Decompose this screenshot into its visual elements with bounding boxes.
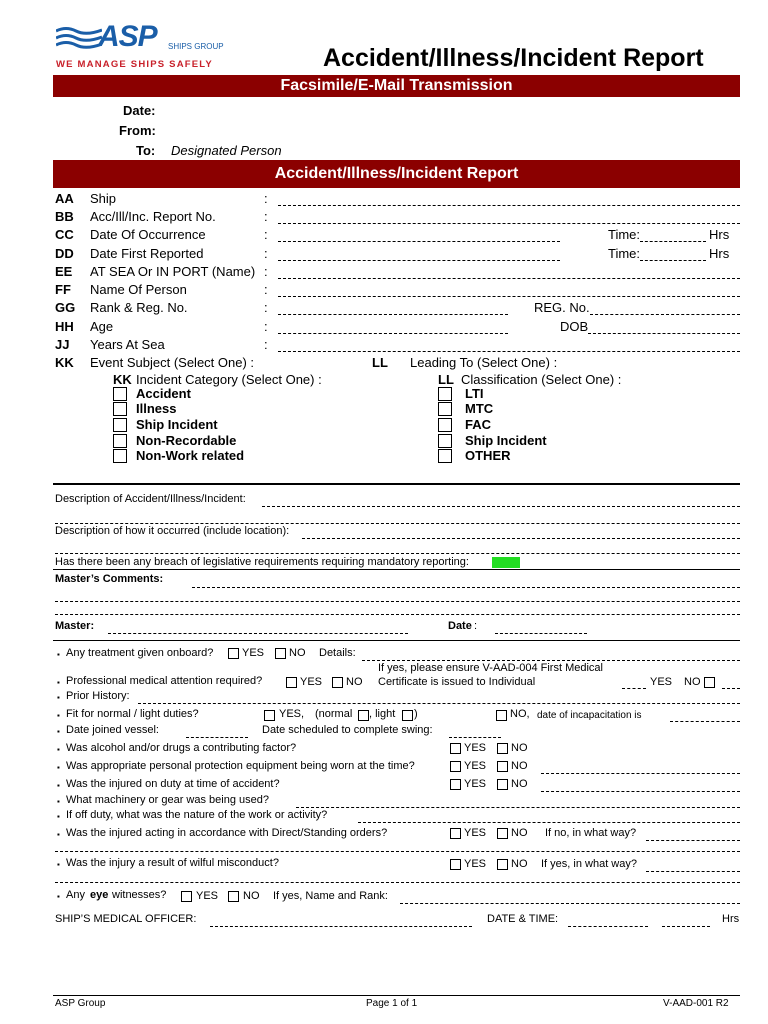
ppe-input[interactable] (541, 773, 740, 774)
field-input[interactable] (278, 314, 508, 315)
field-label: Rank & Reg. No. (90, 300, 188, 315)
from-label: From: (119, 123, 156, 138)
misconduct-no-label: NO (511, 858, 528, 870)
q-witness-eye: eye (90, 889, 109, 901)
field-label: Name Of Person (90, 282, 187, 297)
bullet-icon: ▪ (57, 860, 60, 869)
misconduct-input-2[interactable] (55, 882, 740, 883)
category-option-label: Accident (136, 386, 191, 401)
bullet-icon: ▪ (57, 781, 60, 790)
duty-no-label: NO (511, 778, 528, 790)
field-code: EE (55, 264, 73, 279)
orders-no-checkbox[interactable] (497, 828, 508, 839)
to-value: Designated Person (171, 143, 282, 158)
q-witness-post: witnesses? (112, 889, 167, 901)
master-date-label: Date (448, 620, 472, 632)
q-prior-history: Prior History: (66, 690, 130, 702)
field-input[interactable] (278, 260, 560, 261)
orders-input-2[interactable] (55, 851, 740, 852)
details-label: Details: (319, 647, 356, 659)
time-input-dd[interactable] (640, 260, 706, 261)
if-yes-note-2: Certificate is issued to Individual (378, 676, 536, 688)
treatment-yes-label: YES (242, 647, 265, 659)
field-colon: : (264, 191, 268, 206)
field-colon: : (264, 282, 268, 297)
field-input[interactable] (278, 241, 560, 242)
alcohol-no-checkbox[interactable] (497, 743, 508, 754)
machinery-input[interactable] (296, 807, 740, 808)
field-colon: : (264, 300, 268, 315)
bullet-icon: ▪ (57, 745, 60, 754)
date-joined-input[interactable] (186, 737, 248, 738)
medical-officer-input[interactable] (210, 926, 472, 927)
fit-normal-checkbox[interactable] (358, 710, 369, 721)
orders-yes-label: YES (464, 827, 487, 839)
duty-yes-label: YES (464, 778, 487, 790)
category-option-label: Illness (136, 401, 177, 416)
field-code: GG (55, 300, 76, 315)
how-input-2[interactable] (55, 553, 740, 554)
category-option-label: Ship Incident (136, 417, 218, 432)
q-fit-duties: Fit for normal / light duties? (66, 708, 199, 720)
master-comments-input-3[interactable] (55, 614, 740, 615)
fit-normal-label: (normal (315, 708, 353, 720)
fit-light-label: , light (369, 708, 396, 720)
field-code: FF (55, 282, 71, 297)
category-code: KK (113, 372, 132, 387)
duty-input[interactable] (541, 791, 740, 792)
pro-no-checkbox[interactable] (332, 677, 343, 688)
pro-no-label-2: NO (684, 676, 701, 688)
misconduct-yes-checkbox[interactable] (450, 859, 461, 870)
fit-light-checkbox[interactable] (402, 710, 413, 721)
if-yes-way-label: If yes, in what way? (541, 858, 637, 870)
treatment-no-checkbox[interactable] (275, 648, 286, 659)
bullet-icon: ▪ (57, 812, 60, 821)
q-pro-attention: Professional medical attention required? (66, 675, 263, 687)
if-no-way-input[interactable] (646, 840, 740, 841)
witness-no-label: NO (243, 890, 260, 902)
to-label: To: (136, 143, 156, 158)
duty-yes-checkbox[interactable] (450, 779, 461, 790)
field-code: CC (55, 227, 74, 242)
if-yes-note-1: If yes, please ensure V-AAD-004 First Medical (378, 662, 603, 674)
field-colon: : (264, 319, 268, 334)
q-treatment: Any treatment given onboard? (66, 647, 214, 659)
classification-code: LL (438, 372, 454, 387)
treatment-yes-checkbox[interactable] (228, 648, 239, 659)
alcohol-yes-label: YES (464, 742, 487, 754)
category-option-checkbox[interactable] (113, 418, 127, 432)
details-input[interactable] (362, 660, 740, 661)
witness-yes-checkbox[interactable] (181, 891, 192, 902)
ppe-yes-checkbox[interactable] (450, 761, 461, 772)
bullet-icon: ▪ (57, 711, 60, 720)
pro-no-label: NO (346, 676, 363, 688)
fit-yes-checkbox[interactable] (264, 710, 275, 721)
field-code: HH (55, 319, 74, 334)
date-swing-label: Date scheduled to complete swing: (262, 724, 433, 736)
divider (53, 569, 740, 570)
witness-no-checkbox[interactable] (228, 891, 239, 902)
bullet-icon: ▪ (57, 727, 60, 736)
orders-yes-checkbox[interactable] (450, 828, 461, 839)
master-comments-input-2[interactable] (55, 601, 740, 602)
time-input-cc[interactable] (640, 241, 706, 242)
dob-input[interactable] (588, 333, 740, 334)
field-input[interactable] (278, 278, 740, 279)
if-yes-way-input[interactable] (646, 871, 740, 872)
field-label: Date First Reported (90, 246, 204, 261)
master-comments-input[interactable] (192, 587, 740, 588)
section-bar: Accident/Illness/Incident Report (53, 160, 740, 188)
field-code: JJ (55, 337, 70, 352)
ppe-no-checkbox[interactable] (497, 761, 508, 772)
off-duty-input[interactable] (358, 822, 740, 823)
bullet-icon: ▪ (57, 650, 60, 659)
q-alcohol: Was alcohol and/or drugs a contributing factor? (66, 742, 297, 754)
reg-label: REG. No. (534, 300, 590, 315)
date-swing-input[interactable] (449, 737, 501, 738)
field-input[interactable] (278, 351, 740, 352)
ppe-no-label: NO (511, 760, 528, 772)
field-input[interactable] (278, 333, 508, 334)
logo-waves-icon (56, 26, 102, 52)
master-label: Master: (55, 620, 95, 632)
field-code: AA (55, 191, 74, 206)
prior-history-input[interactable] (138, 703, 740, 704)
field-colon: : (264, 264, 268, 279)
misconduct-yes-label: YES (464, 858, 487, 870)
field-label: Age (90, 319, 114, 334)
incap-input[interactable] (670, 721, 740, 722)
ll-code: LL (372, 355, 388, 370)
dob-label: DOB (560, 319, 589, 334)
witness-yes-label: YES (196, 890, 219, 902)
divider (53, 640, 740, 641)
category-option-checkbox[interactable] (113, 387, 127, 401)
time-label-dd: Time: (608, 246, 641, 261)
desc-input[interactable] (262, 506, 740, 507)
footer-divider (53, 995, 740, 996)
medical-officer-label: SHIP’S MEDICAL OFFICER: (55, 913, 197, 925)
bullet-icon: ▪ (57, 693, 60, 702)
bullet-icon: ▪ (57, 797, 60, 806)
q-off-duty: If off duty, what was the nature of the work or activity? (66, 809, 328, 821)
q-machinery: What machinery or gear was being used? (66, 794, 269, 806)
field-input[interactable] (278, 223, 740, 224)
field-code: DD (55, 246, 74, 261)
logo-subtext: SHIPS GROUP (168, 42, 224, 51)
date-time-input[interactable] (568, 926, 648, 927)
field-label: Ship (90, 191, 117, 206)
alcohol-yes-checkbox[interactable] (450, 743, 461, 754)
misconduct-no-checkbox[interactable] (497, 859, 508, 870)
hrs-label-dd: Hrs (709, 246, 730, 261)
alcohol-no-label: NO (511, 742, 528, 754)
witness-names-label: If yes, Name and Rank: (273, 890, 388, 902)
bullet-icon: ▪ (57, 763, 60, 772)
time-input[interactable] (662, 926, 710, 927)
classification-option-checkbox[interactable] (438, 418, 452, 432)
bullet-icon: ▪ (57, 830, 60, 839)
breach-label: Has there been any breach of legislative requirements requiring mandatory reporting: (55, 556, 469, 568)
kk-label: Event Subject (Select One) : (90, 355, 255, 370)
classification-option-checkbox[interactable] (438, 387, 452, 401)
how-label: Description of how it occurred (include location): (55, 525, 290, 537)
incap-label: date of incapacitation is (537, 710, 642, 721)
classification-option-checkbox[interactable] (438, 449, 452, 463)
bullet-icon: ▪ (57, 678, 60, 687)
field-colon: : (264, 227, 268, 242)
divider (53, 483, 740, 485)
orders-no-label: NO (511, 827, 528, 839)
fax-bar: Facsimile/E-Mail Transmission (53, 75, 740, 97)
field-label: AT SEA Or IN PORT (Name) (90, 264, 256, 279)
reg-input[interactable] (590, 314, 740, 315)
field-label: Years At Sea (90, 337, 165, 352)
q-date-joined: Date joined vessel: (66, 724, 159, 736)
if-no-way-label: If no, in what way? (545, 827, 637, 839)
field-colon: : (264, 209, 268, 224)
classification-option-checkbox[interactable] (438, 434, 452, 448)
field-colon: : (264, 337, 268, 352)
date-time-label: DATE & TIME: (487, 913, 559, 925)
logo-text: ASP (98, 20, 157, 53)
fit-no-label: NO, (510, 708, 530, 720)
q-orders: Was the injured acting in accordance with Direct/Standing orders? (66, 827, 388, 839)
kk-code: KK (55, 355, 74, 370)
classification-option-label: LTI (465, 386, 484, 401)
tagline: WE MANAGE SHIPS SAFELY (56, 59, 213, 70)
category-option-label: Non-Recordable (136, 433, 237, 448)
q-ppe: Was appropriate personal protection equipment being worn at the time? (66, 760, 415, 772)
q-on-duty: Was the injured on duty at time of accident? (66, 778, 280, 790)
hrs-label-cc: Hrs (709, 227, 730, 242)
classification-label: Classification (Select One) : (461, 372, 622, 387)
field-label: Date Of Occurrence (90, 227, 206, 242)
time-label-cc: Time: (608, 227, 641, 242)
pro-no-checkbox-2[interactable] (704, 677, 715, 688)
page-title: Accident/Illness/Incident Report (323, 44, 704, 72)
breach-highlight[interactable] (492, 557, 520, 568)
field-input[interactable] (278, 205, 740, 206)
classification-option-checkbox[interactable] (438, 402, 452, 416)
classification-option-label: FAC (465, 417, 491, 432)
pro-yes-checkbox[interactable] (286, 677, 297, 688)
classification-option-label: Ship Incident (465, 433, 547, 448)
witness-names-input[interactable] (400, 903, 740, 904)
duty-no-checkbox[interactable] (497, 779, 508, 790)
footer-left: ASP Group (55, 998, 106, 1009)
bullet-icon: ▪ (57, 892, 60, 901)
desc-label: Description of Accident/Illness/Incident: (55, 493, 246, 505)
field-colon: : (264, 246, 268, 261)
pro-yes-label: YES (300, 676, 323, 688)
desc-input-2[interactable] (55, 523, 740, 524)
master-input[interactable] (108, 633, 408, 634)
treatment-no-label: NO (289, 647, 306, 659)
category-option-checkbox[interactable] (113, 402, 127, 416)
master-comments-label: Master’s Comments: (55, 573, 164, 585)
fit-yes-label: YES, (279, 708, 305, 720)
classification-option-label: MTC (465, 401, 494, 416)
field-code: BB (55, 209, 74, 224)
fit-close-paren: ) (414, 708, 418, 720)
field-input[interactable] (278, 296, 740, 297)
q-misconduct: Was the injury a result of wilful misconduct? (66, 857, 279, 869)
category-option-checkbox[interactable] (113, 449, 127, 463)
final-hrs-label: Hrs (722, 913, 740, 925)
fit-no-checkbox[interactable] (496, 710, 507, 721)
ll-label: Leading To (Select One) : (410, 355, 558, 370)
pro-yes-label-2: YES (650, 676, 673, 688)
how-input[interactable] (302, 538, 740, 539)
category-label: Incident Category (Select One) : (136, 372, 322, 387)
classification-option-label: OTHER (465, 448, 511, 463)
footer-page: Page 1 of 1 (366, 998, 418, 1009)
category-option-checkbox[interactable] (113, 434, 127, 448)
master-date-colon: : (474, 620, 478, 632)
field-label: Acc/Ill/Inc. Report No. (90, 209, 216, 224)
q-witness-pre: Any (66, 889, 85, 901)
category-option-label: Non-Work related (136, 448, 245, 463)
pro-dash-1 (622, 688, 646, 689)
footer-doc-id: V-AAD-001 R2 (663, 998, 729, 1009)
master-date-input[interactable] (495, 633, 587, 634)
ppe-yes-label: YES (464, 760, 487, 772)
pro-dash-2 (722, 688, 740, 689)
date-label: Date: (123, 103, 156, 118)
